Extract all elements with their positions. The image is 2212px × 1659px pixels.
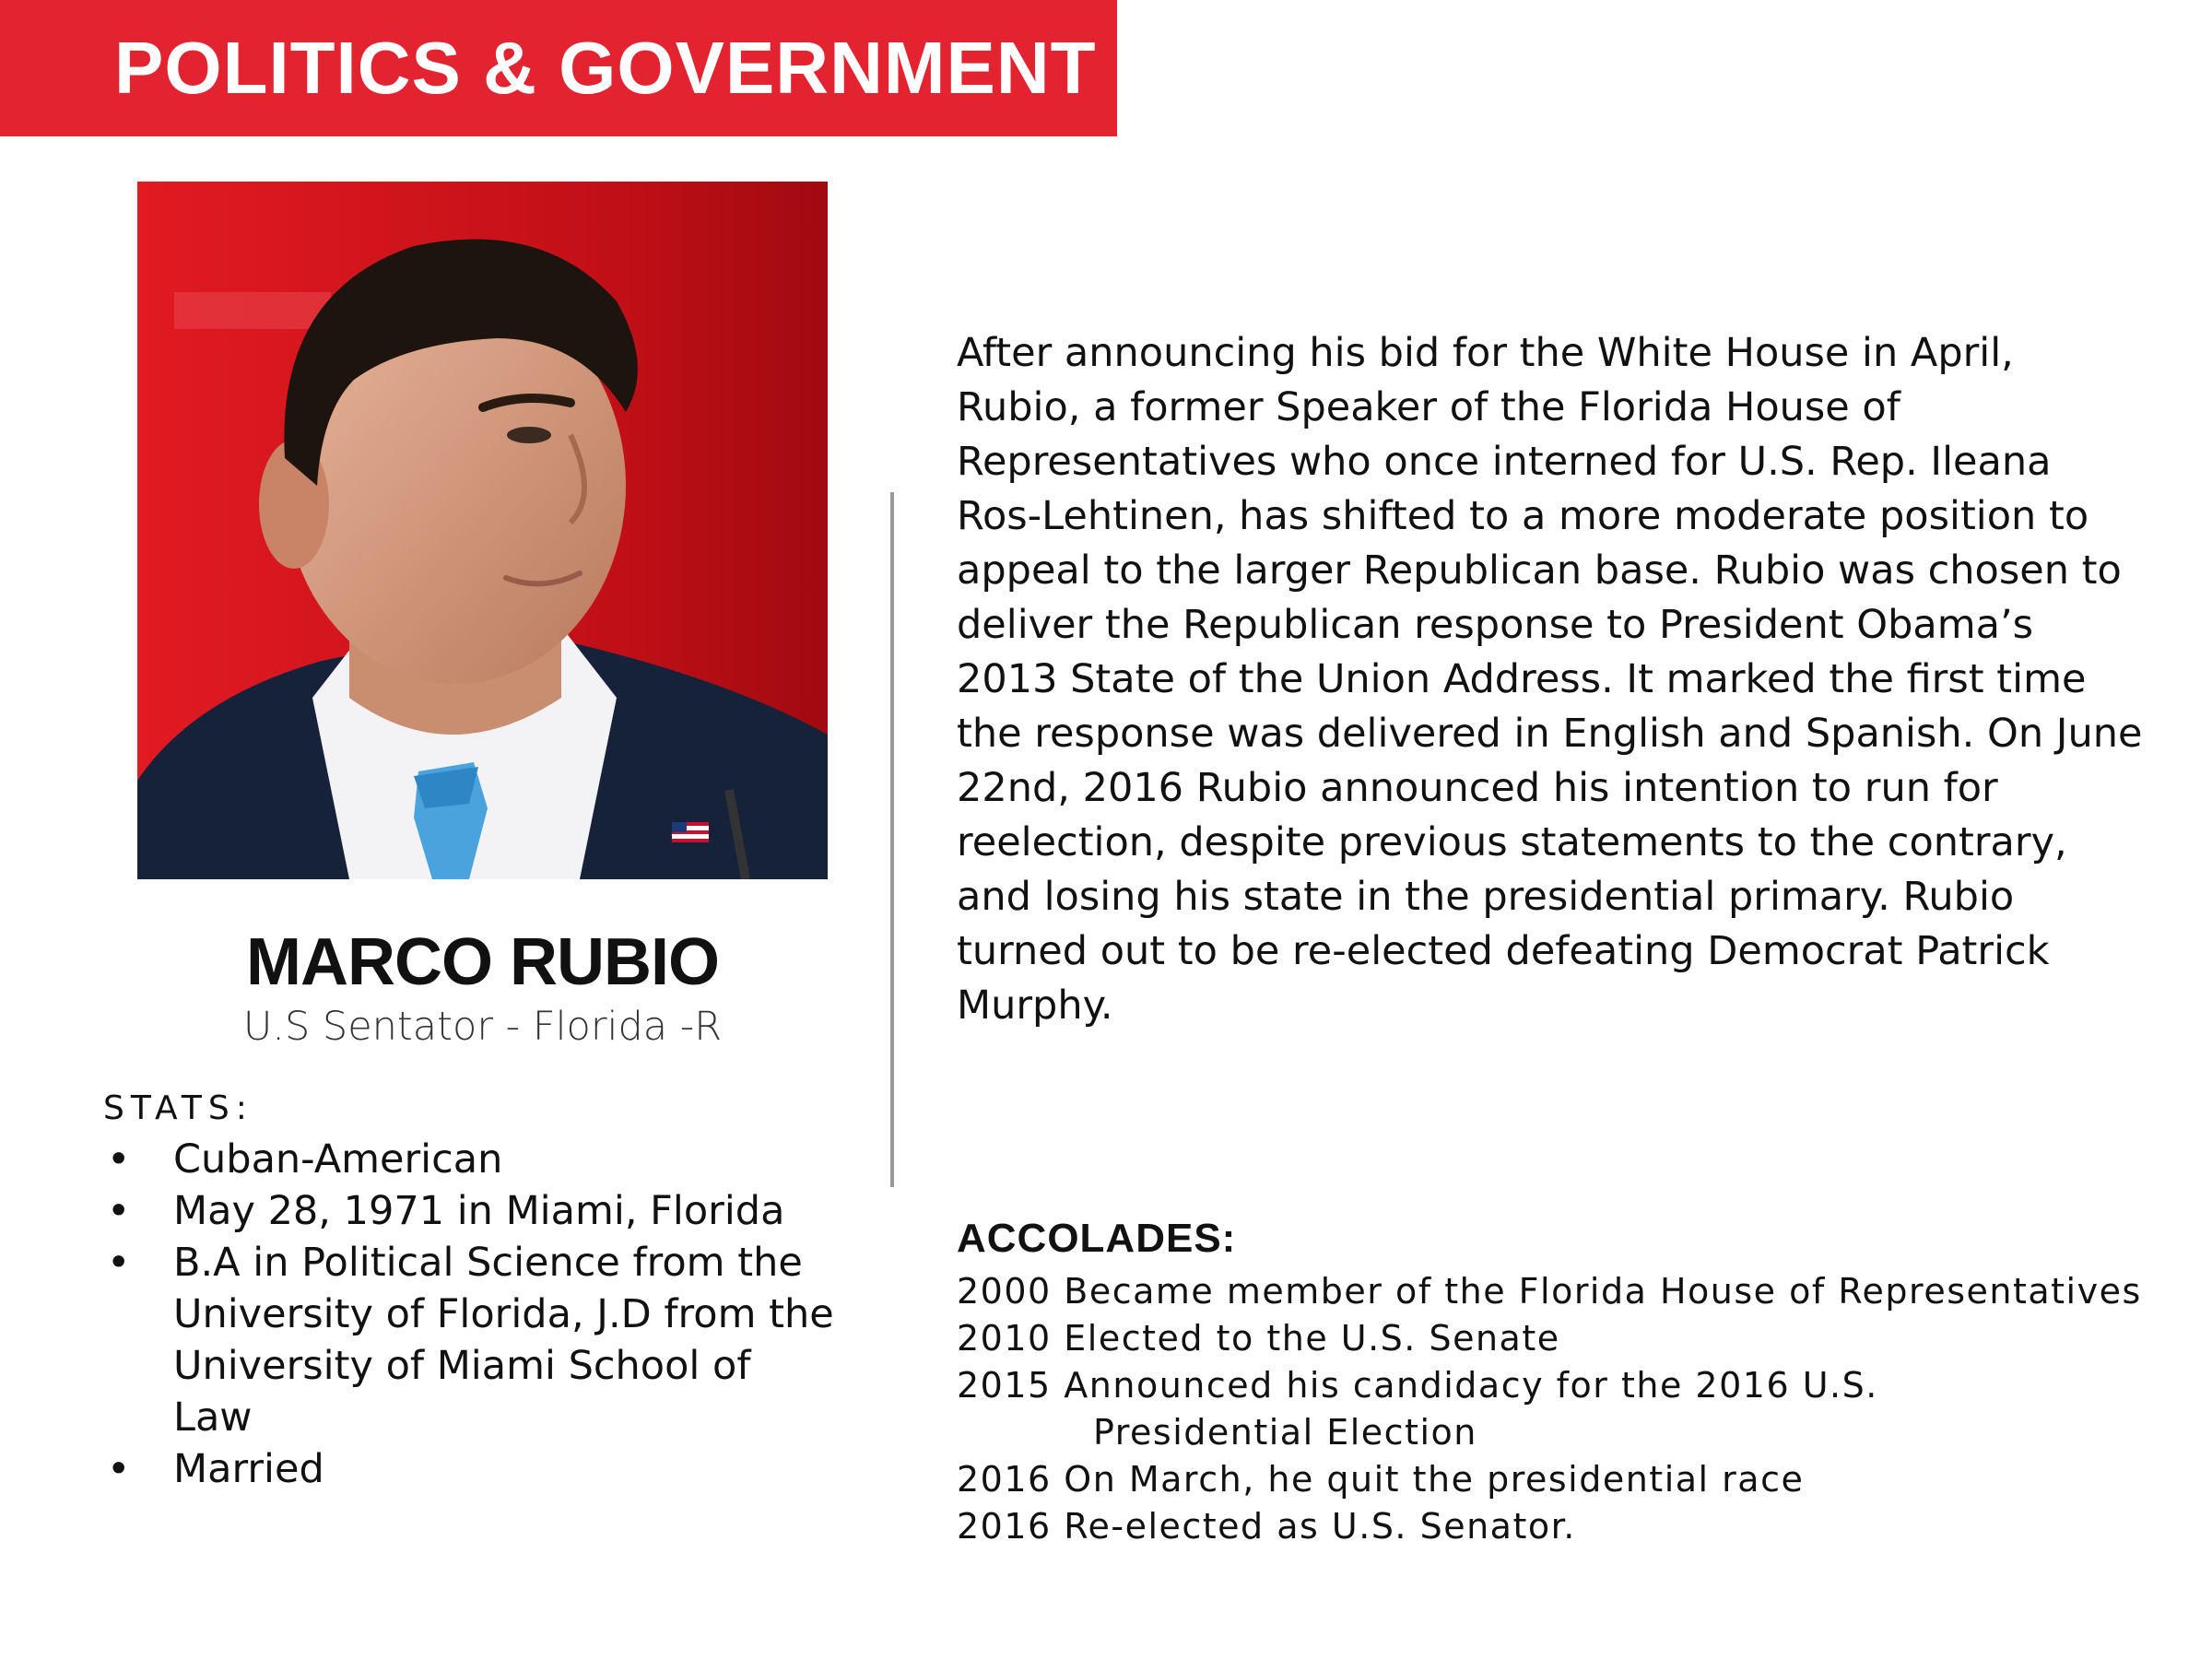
bullet-icon: • xyxy=(107,1240,131,1286)
section-header-bar xyxy=(0,0,1117,136)
accolade-item: 2010 Elected to the U.S. Senate xyxy=(957,1318,1560,1359)
accolades-heading: ACCOLADES: xyxy=(957,1216,1237,1261)
biography-text: After announcing his bid for the White House in April, Rubio, a former Speaker of the Florida House of Representatives who once interned for U.S. Rep. Ileana Ros-Lehtinen, has shifted to a more moderate position to appeal to the larger Republican base. Rubio was chosen to deliver the Republican response to President Obama’s 2013 State of the Union Address. It marked the first time the response was delivered in English and Spanish. On June 22nd, 2016 Rubio announced his intention to run for reelection, despite previous statements to the contrary, and losing his state in the presidential primary. Rubio turned out to be re-elected defeating Democrat Patrick Murphy. xyxy=(957,330,2143,1029)
accolade-item: 2016 On March, he quit the presidential race xyxy=(957,1459,1805,1500)
bullet-icon: • xyxy=(107,1136,131,1182)
stats-item: • Married xyxy=(103,1443,841,1495)
person-role: U.S Sentator - Florida -R xyxy=(242,1004,723,1050)
accolade-item: 2000 Became member of the Florida House of Representatives xyxy=(957,1271,2142,1312)
column-divider xyxy=(890,492,894,1187)
stats-item: • B.A in Political Science from the University of Florida, J.D from the University of Miami School of Law xyxy=(103,1237,841,1443)
accolades-list xyxy=(957,1268,2183,1550)
bullet-icon: • xyxy=(107,1188,131,1234)
stats-list xyxy=(103,1134,841,1495)
stats-item: • Cuban-American xyxy=(103,1134,841,1185)
bullet-icon: • xyxy=(107,1446,131,1492)
person-name: MARCO RUBIO xyxy=(246,925,719,999)
accolade-item: 2016 Re-elected as U.S. Senator. xyxy=(957,1506,1576,1547)
stats-item: • May 28, 1971 in Miami, Florida xyxy=(103,1185,841,1237)
section-title: POLITICS & GOVERNMENT xyxy=(114,27,1097,109)
accolade-item: 2015 Announced his candidacy for the 2016 U.S. Presidential Election xyxy=(957,1365,1878,1453)
stats-heading: STATS: xyxy=(103,1089,253,1127)
portrait-photo xyxy=(137,182,828,879)
